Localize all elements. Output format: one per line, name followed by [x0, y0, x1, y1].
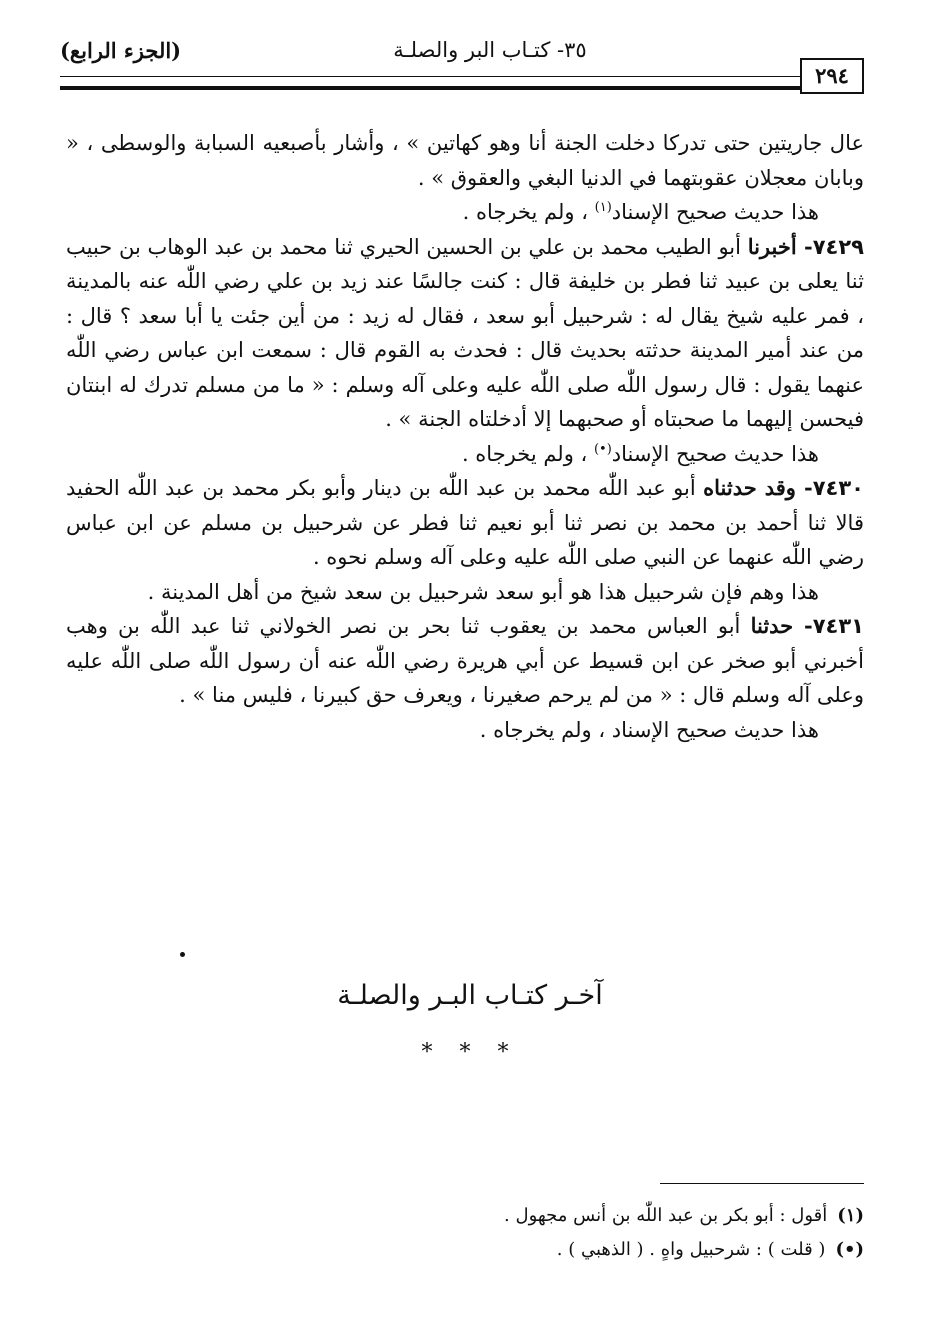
book-end-title: آخـر كتـاب البـر والصلـة	[337, 980, 603, 1011]
commentary-note: هذا وهم فإن شرحبيل هذا هو أبو سعد شرحبيل بن سعد شيخ من أهل المدينة .	[147, 579, 819, 604]
hadith-number: ٧٤٣٠	[812, 476, 864, 500]
header-rule-thin	[60, 76, 802, 77]
footnote-rule	[660, 1183, 864, 1184]
hadith-7431	[66, 609, 864, 713]
footnote-2	[300, 1233, 864, 1267]
page-number: ٢٩٤	[800, 58, 864, 94]
hadith-number: ٧٤٢٩	[812, 234, 864, 259]
section-divider-stars: * * *	[421, 1040, 519, 1065]
footnote-mark: (١)	[837, 1205, 864, 1226]
grading-note	[66, 437, 864, 472]
hadith-lead: - وقد حدثناه	[703, 475, 813, 500]
grading-text: هذا حديث صحيح الإسناد	[611, 441, 819, 466]
hadith-number: ٧٤٣١	[812, 614, 864, 638]
hadith-text: أبو الطيب محمد بن علي بن الحسين الحيري ثنا محمد بن عبد الوهاب بن حبيب ثنا يعلى بن عبيد ثنا فطر بن خليفة قال : كنت جالسًا عند زيد بن علي رضي اللّٰه عنه بالمدينة ، فمر عليه شيخ يقال له : شرحبيل أبو سعد ، فقال له زيد : من أين جئت يا أبا سعد ؟ قال : من عند أمير المدينة حدثته بحديث قال : فحدث به القوم قال : سمعت ابن عباس رضي اللّٰه عنهما يقول : قال رسول اللّٰه صلى اللّٰه عليه وعلى آله وسلم : « ما من مسلم تدرك له ابنتان فيحسن إليهما ما صحبتاه أو صحبهما إلا أدخلتاه الجنة » .	[66, 234, 864, 431]
footnotes	[300, 1199, 864, 1267]
hadith-lead: - حدثنا	[750, 613, 813, 638]
hadith-text: أبو عبد اللّٰه محمد بن عبد اللّٰه بن دينار وأبو بكر محمد بن عبد اللّٰه الحفيد قالا ثنا أحمد بن محمد بن نصر ثنا أبو نعيم ثنا فطر عن شرحبيل بن مسلم عن ابن عباس رضي اللّٰه عنهما عن النبي صلى اللّٰه عليه وعلى آله وسلم نحوه .	[66, 476, 864, 569]
grading-note: هذا حديث صحيح الإسناد ، ولم يخرجاه .	[479, 717, 819, 742]
paragraph-continuation: عال جاريتين حتى تدركا دخلت الجنة أنا وهو كهاتين » ، وأشار بأصبعيه السبابة والوسطى ، « وبابان معجلان عقوبتهما في الدنيا البغي والعقوق » .	[66, 131, 864, 190]
hadith-7430	[66, 471, 864, 575]
stray-dot-mark	[180, 952, 185, 957]
hadith-7429	[66, 230, 864, 437]
hadith-lead: - أخبرنا	[747, 233, 813, 259]
footnote-text: أقول : أبو بكر بن عبد اللّٰه بن أنس مجهول .	[504, 1205, 828, 1226]
chapter-title: ٣٥- كتـاب البر والصلـة	[393, 38, 587, 62]
body-text	[66, 126, 864, 747]
hadith-text: أبو العباس محمد بن يعقوب ثنا بحر بن نصر الخولاني ثنا عبد اللّٰه بن وهب أخبرني أبو صخر عن ابن قسيط عن أبي هريرة رضي اللّٰه عنه أن رسول اللّٰه صلى اللّٰه عليه وعلى آله وسلم قال : « من لم يرحم صغيرنا ، ويعرف حق كبيرنا ، فليس منا » .	[66, 614, 864, 707]
grading-text: هذا حديث صحيح الإسناد	[611, 200, 819, 224]
running-head	[60, 38, 870, 72]
grading-text-end: ، ولم يخرجاه .	[461, 441, 594, 466]
footnote-mark: (•)	[835, 1239, 864, 1260]
header-rule-thick	[60, 86, 802, 90]
footnote-ref-1: (١)	[594, 200, 612, 215]
footnote-ref-dot: (•)	[593, 441, 612, 457]
part-label: (الجزء الرابع)	[60, 38, 182, 63]
grading-note	[66, 195, 864, 230]
footnote-1	[300, 1199, 864, 1233]
grading-text-end: ، ولم يخرجاه .	[462, 200, 595, 224]
footnote-text: ( قلت ) : شرحبيل واهٍ . ( الذهبي ) .	[556, 1239, 826, 1260]
